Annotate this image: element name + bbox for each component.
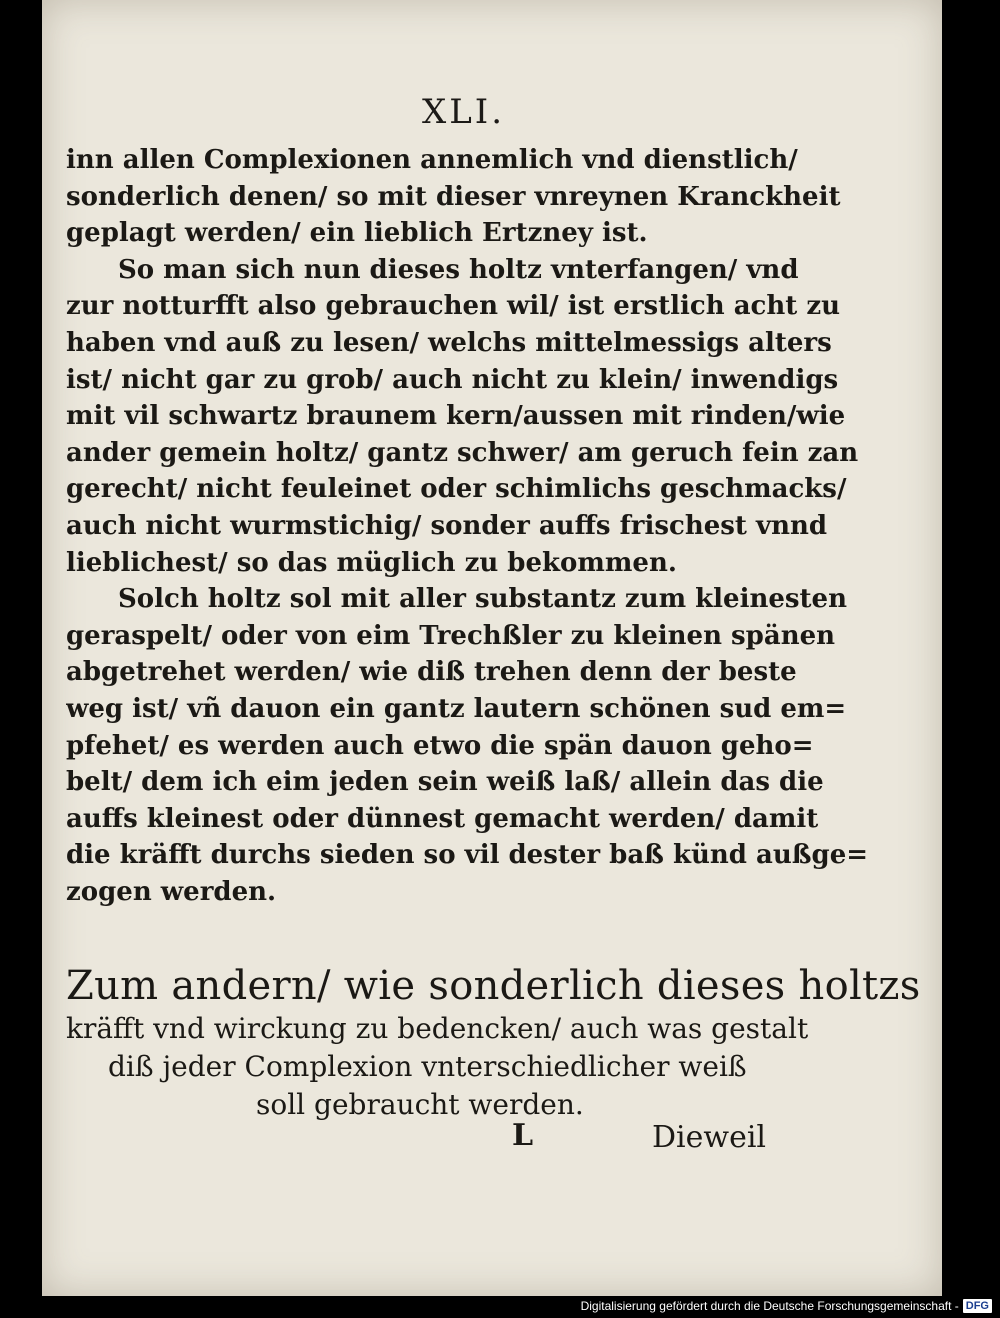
text-line: gerecht/ nicht feuleinet oder schimlichs geschmacks/	[66, 474, 847, 505]
heading-line: kräfft vnd wirckung zu bedencken/ auch was gestalt	[66, 1012, 809, 1045]
text-line: So man sich nun dieses holtz vnterfangen/ vnd	[118, 254, 799, 285]
text-line: Solch holtz sol mit aller substantz zum kleinesten	[118, 584, 848, 615]
text-line: abgetrehet werden/ wie diß trehen denn der beste	[66, 657, 797, 688]
text-line: haben vnd auß zu lesen/ welchs mittelmessigs alters	[66, 327, 832, 358]
digitization-credit	[581, 1296, 992, 1316]
text-line: ander gemein holtz/ gantz schwer/ am geruch fein zan	[66, 437, 859, 468]
text-line: zogen werden.	[66, 876, 277, 907]
text-line: sonderlich denen/ so mit dieser vnreynen Kranckheit	[66, 181, 841, 212]
text-line: belt/ dem ich eim jeden sein weiß laß/ allein das die	[66, 767, 824, 798]
catchword: Dieweil	[652, 1120, 767, 1155]
dfg-logo: DFG	[963, 1299, 992, 1313]
book-page	[42, 0, 942, 1296]
section-heading	[66, 962, 921, 1124]
text-line: ist/ nicht gar zu grob/ auch nicht zu klein/ inwendigs	[66, 364, 839, 395]
text-line: inn allen Complexionen annemlich vnd dienstlich/	[66, 145, 798, 175]
text-line: auch nicht wurmstichig/ sonder auffs frischest vnnd	[66, 510, 828, 541]
text-line: lieblichest/ so das müglich zu bekommen.	[66, 547, 677, 578]
text-line: mit vil schwartz braunem kern/aussen mit rinden/wie	[66, 401, 846, 432]
text-line: zur notturfft also gebrauchen wil/ ist erstlich acht zu	[66, 291, 841, 322]
text-line: die kräfft durchs sieden so vil dester baß künd außge=	[66, 840, 869, 871]
text-line: geplagt werden/ ein lieblich Ertzney ist.	[66, 218, 648, 249]
page-number: XLI.	[422, 92, 506, 132]
body-text	[66, 142, 896, 910]
text-line: pfehet/ es werden auch etwo die spän dauon geho=	[66, 730, 814, 761]
credit-text: Digitalisierung gefördert durch die Deutsche Forschungsgemeinschaft -	[580, 1299, 959, 1313]
heading-line: Zum andern/ wie sonderlich dieses holtzs	[66, 963, 921, 1009]
text-line: auffs kleinest oder dünnest gemacht werden/ damit	[66, 803, 819, 834]
signature-mark: L	[512, 1118, 534, 1153]
heading-line: soll gebraucht werden.	[256, 1088, 584, 1121]
text-line: geraspelt/ oder von eim Trechßler zu kleinen spänen	[66, 620, 836, 651]
text-line: weg ist/ vñ dauon ein gantz lautern schönen sud em=	[66, 693, 847, 724]
heading-line: diß jeder Complexion vnterschiedlicher weiß	[108, 1050, 747, 1083]
